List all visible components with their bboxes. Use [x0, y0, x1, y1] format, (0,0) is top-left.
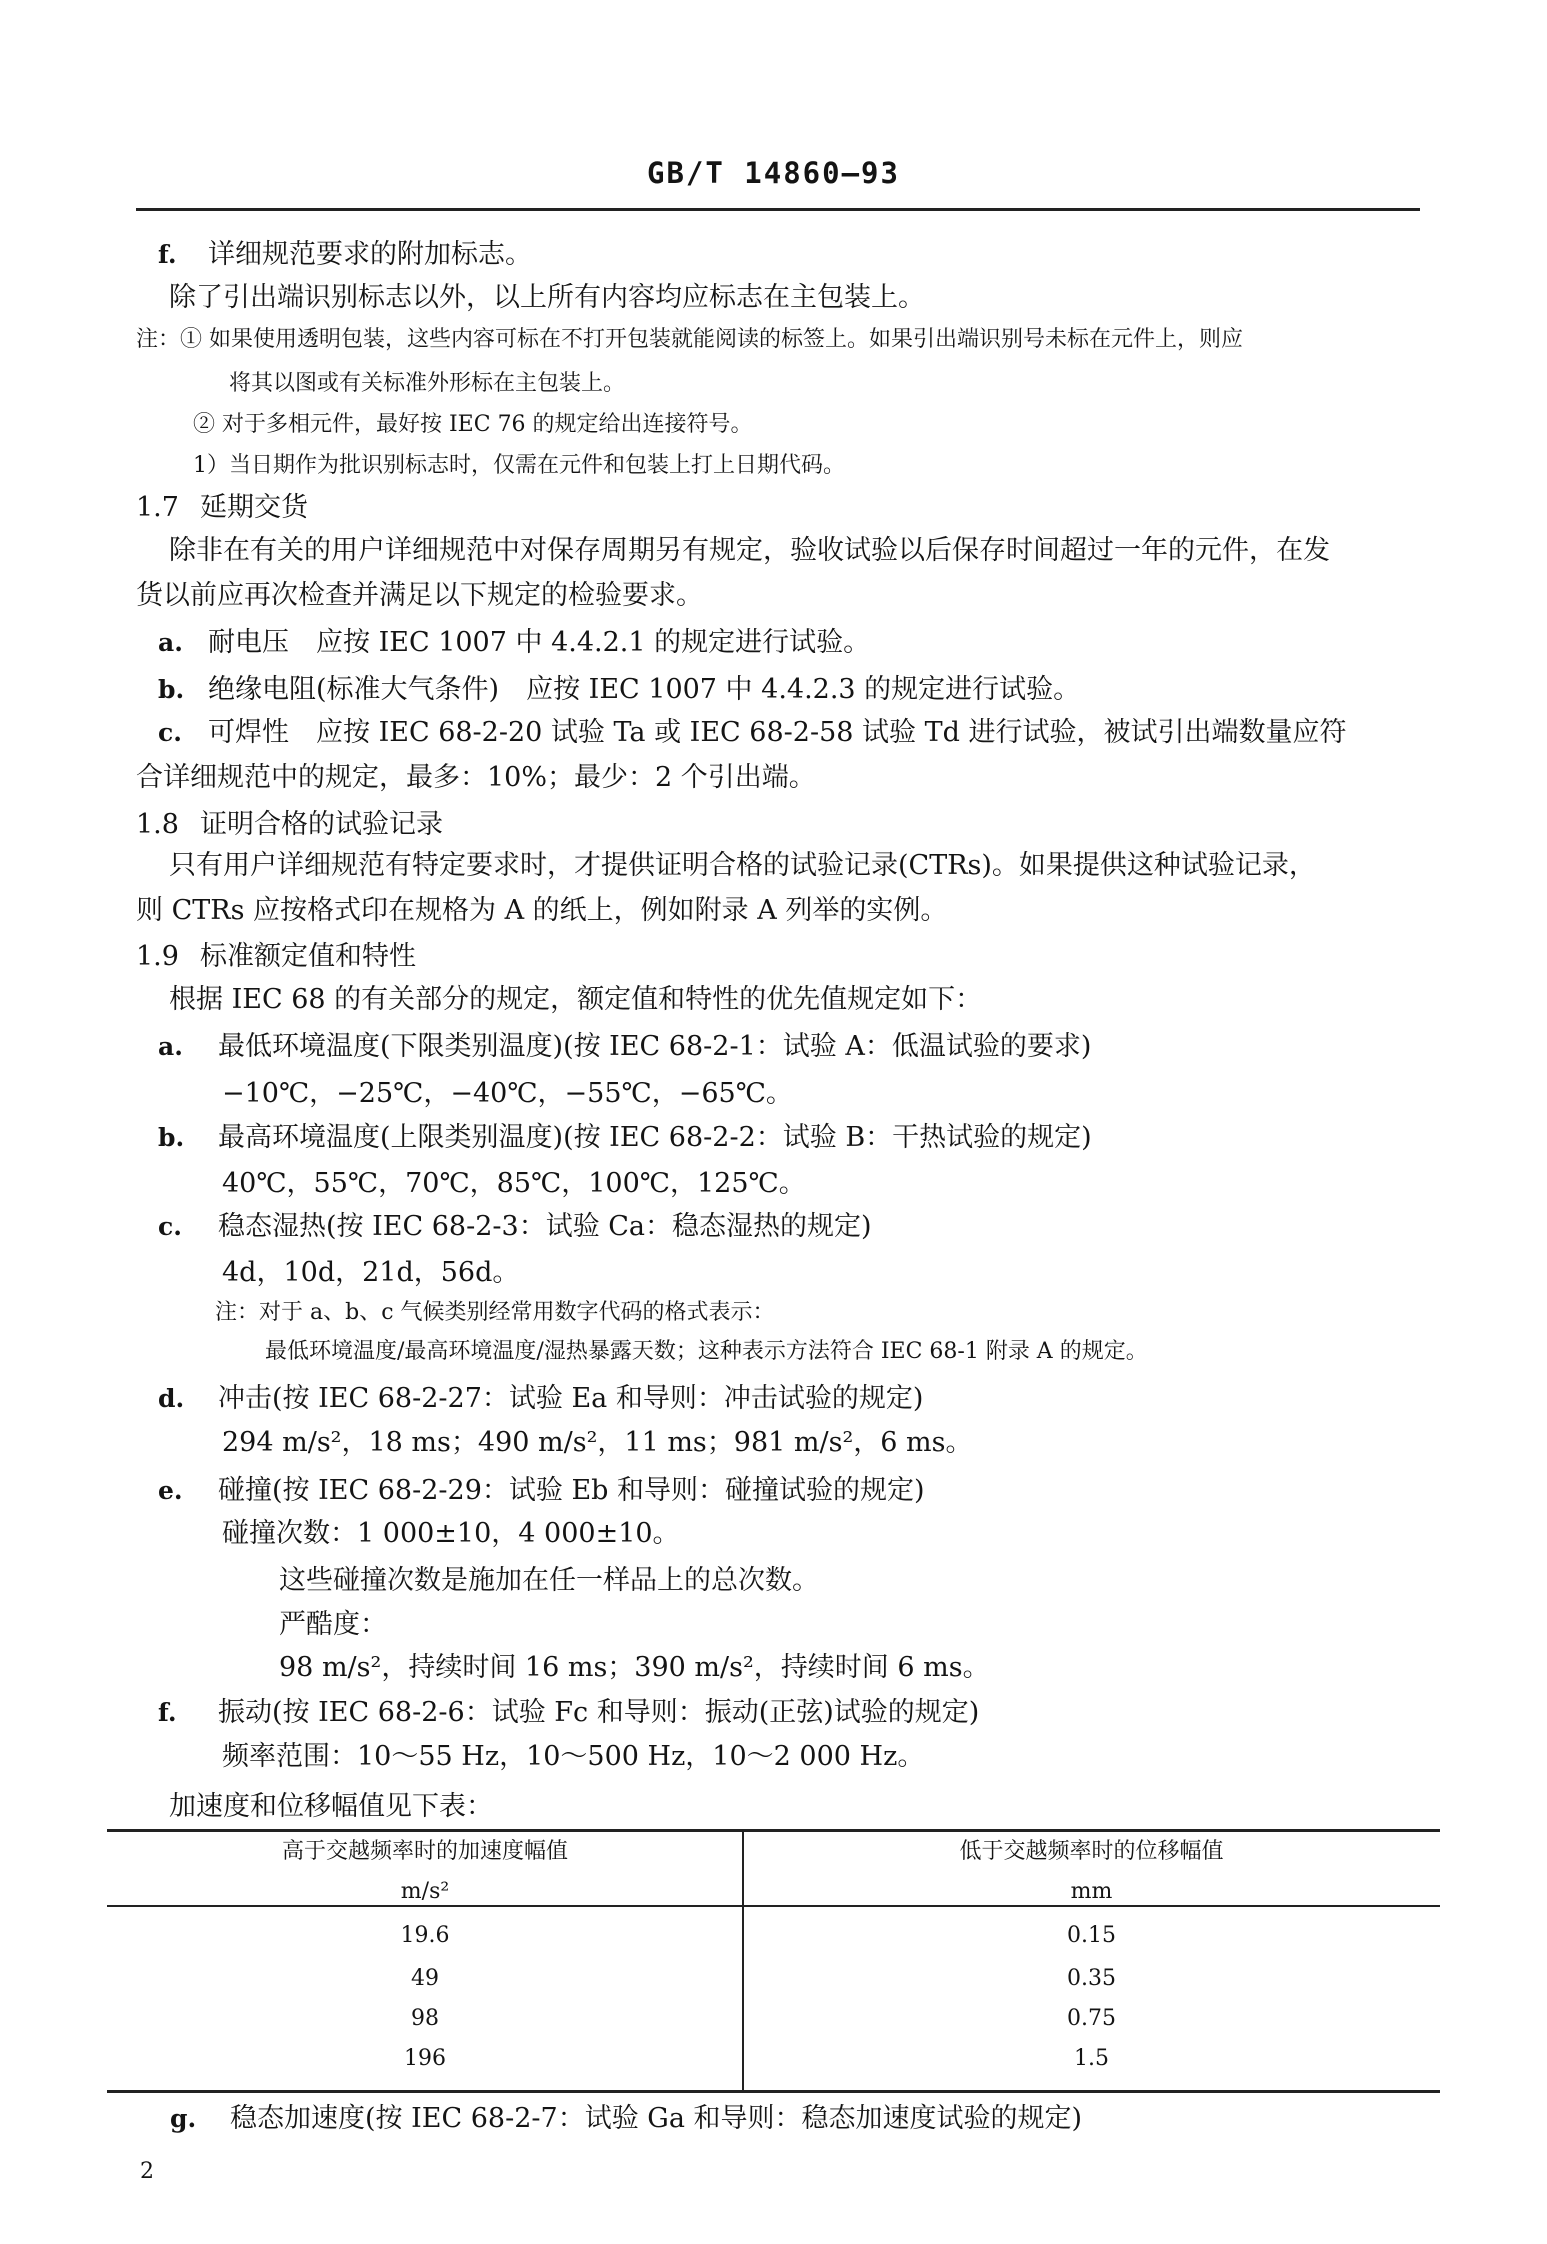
item-label: d. — [158, 1384, 185, 1413]
table-bottom-rule — [107, 2090, 1440, 2093]
table-header-unit: m/s² — [400, 1879, 450, 1904]
document-header: GB/T 14860—93 — [647, 156, 900, 190]
section-title: 延期交货 — [200, 492, 308, 523]
note: 注：对于 a、b、c 气候类别经常用数字代码的格式表示： — [215, 1300, 775, 1325]
item-label: e. — [158, 1476, 183, 1505]
item-value: 频率范围：10～55 Hz，10～500 Hz，10～2 000 Hz。 — [222, 1741, 925, 1772]
item-text: 可焊性 应按 IEC 68-2-20 试验 Ta 或 IEC 68-2-58 试验 Td 进行试验，被试引出端数量应符 — [208, 717, 1347, 748]
note: 注：① 如果使用透明包装，这些内容可标在不打开包装就能阅读的标签上。如果引出端识别号未标在元件上，则应 — [136, 327, 1243, 352]
table-top-rule — [107, 1829, 1440, 1832]
paragraph: 除了引出端识别标志以外，以上所有内容均应标志在主包装上。 — [169, 282, 925, 313]
item-text: 最高环境温度(上限类别温度)(按 IEC 68-2-2：试验 B：干热试验的规定) — [218, 1122, 1092, 1153]
table-cell: 98 — [411, 2006, 439, 2031]
item-note: 严酷度： — [279, 1609, 387, 1640]
table-cell: 49 — [411, 1966, 439, 1991]
note: 将其以图或有关标准外形标在主包装上。 — [229, 371, 626, 396]
item-value: 98 m/s²，持续时间 16 ms；390 m/s²，持续时间 6 ms。 — [279, 1652, 990, 1683]
item-text: 振动(按 IEC 68-2-6：试验 Fc 和导则：振动(正弦)试验的规定) — [218, 1697, 980, 1728]
table-cell: 196 — [404, 2046, 446, 2071]
item-label: b. — [158, 675, 185, 704]
item-value: −10℃，−25℃，−40℃，−55℃，−65℃。 — [222, 1078, 793, 1109]
section-number: 1.7 — [136, 492, 179, 523]
table-cell: 19.6 — [400, 1923, 450, 1948]
page-number: 2 — [140, 2159, 154, 2184]
item-label: f. — [158, 1698, 177, 1727]
item-text: 稳态加速度(按 IEC 68-2-7：试验 Ga 和导则：稳态加速度试验的规定) — [230, 2103, 1083, 2134]
item-value: 294 m/s²，18 ms；490 m/s²，11 ms；981 m/s²，6 ms。 — [222, 1427, 973, 1458]
paragraph: 除非在有关的用户详细规范中对保存周期另有规定，验收试验以后保存时间超过一年的元件，在发 — [169, 535, 1330, 566]
table-cell: 1.5 — [1074, 2046, 1109, 2071]
item-label: f. — [158, 240, 177, 269]
footnote: 1）当日期作为批识别标志时，仅需在元件和包装上打上日期代码。 — [193, 453, 845, 478]
paragraph: 则 CTRs 应按格式印在规格为 A 的纸上，例如附录 A 列举的实例。 — [136, 895, 948, 926]
paragraph: 货以前应再次检查并满足以下规定的检验要求。 — [136, 580, 703, 611]
section-title: 证明合格的试验记录 — [200, 809, 443, 840]
table-header-unit: mm — [1070, 1879, 1113, 1904]
item-label: g. — [170, 2104, 197, 2133]
item-label: b. — [158, 1123, 185, 1152]
item-value: 40℃，55℃，70℃，85℃，100℃，125℃。 — [222, 1168, 806, 1199]
table-cell: 0.75 — [1067, 2006, 1116, 2031]
item-label: a. — [158, 628, 183, 657]
paragraph: 根据 IEC 68 的有关部分的规定，额定值和特性的优先值规定如下： — [169, 984, 983, 1015]
item-text: 合详细规范中的规定，最多：10%；最少：2 个引出端。 — [136, 762, 816, 793]
item-note: 这些碰撞次数是施加在任一样品上的总次数。 — [279, 1565, 819, 1596]
header-rule — [136, 208, 1420, 211]
item-text: 绝缘电阻(标准大气条件) 应按 IEC 1007 中 4.4.2.3 的规定进行试验。 — [208, 674, 1081, 705]
item-text: 碰撞(按 IEC 68-2-29：试验 Eb 和导则：碰撞试验的规定) — [218, 1475, 925, 1506]
item-value: 4d，10d，21d，56d。 — [222, 1257, 520, 1288]
item-text: 最低环境温度(下限类别温度)(按 IEC 68-2-1：试验 A：低温试验的要求) — [218, 1031, 1092, 1062]
item-text: 稳态湿热(按 IEC 68-2-3：试验 Ca：稳态湿热的规定) — [218, 1211, 872, 1242]
section-number: 1.8 — [136, 809, 179, 840]
table-cell: 0.15 — [1067, 1923, 1116, 1948]
item-value: 碰撞次数：1 000±10，4 000±10。 — [222, 1518, 680, 1549]
item-text: 冲击(按 IEC 68-2-27：试验 Ea 和导则：冲击试验的规定) — [218, 1383, 924, 1414]
table-header: 高于交越频率时的加速度幅值 — [281, 1839, 568, 1864]
table-header: 低于交越频率时的位移幅值 — [959, 1839, 1224, 1864]
item-label: c. — [158, 718, 182, 747]
item-text: 详细规范要求的附加标志。 — [208, 239, 532, 270]
paragraph: 加速度和位移幅值见下表： — [169, 1791, 493, 1822]
table-cell: 0.35 — [1067, 1966, 1116, 1991]
section-title: 标准额定值和特性 — [200, 941, 416, 972]
section-number: 1.9 — [136, 941, 179, 972]
note: 最低环境温度/最高环境温度/湿热暴露天数；这种表示方法符合 IEC 68-1 附录 A 的规定。 — [265, 1339, 1148, 1364]
paragraph: 只有用户详细规范有特定要求时，才提供证明合格的试验记录(CTRs)。如果提供这种试验记录， — [169, 850, 1316, 881]
note: ② 对于多相元件，最好按 IEC 76 的规定给出连接符号。 — [193, 412, 753, 437]
item-label: c. — [158, 1212, 182, 1241]
item-text: 耐电压 应按 IEC 1007 中 4.4.2.1 的规定进行试验。 — [208, 627, 871, 658]
item-label: a. — [158, 1032, 183, 1061]
